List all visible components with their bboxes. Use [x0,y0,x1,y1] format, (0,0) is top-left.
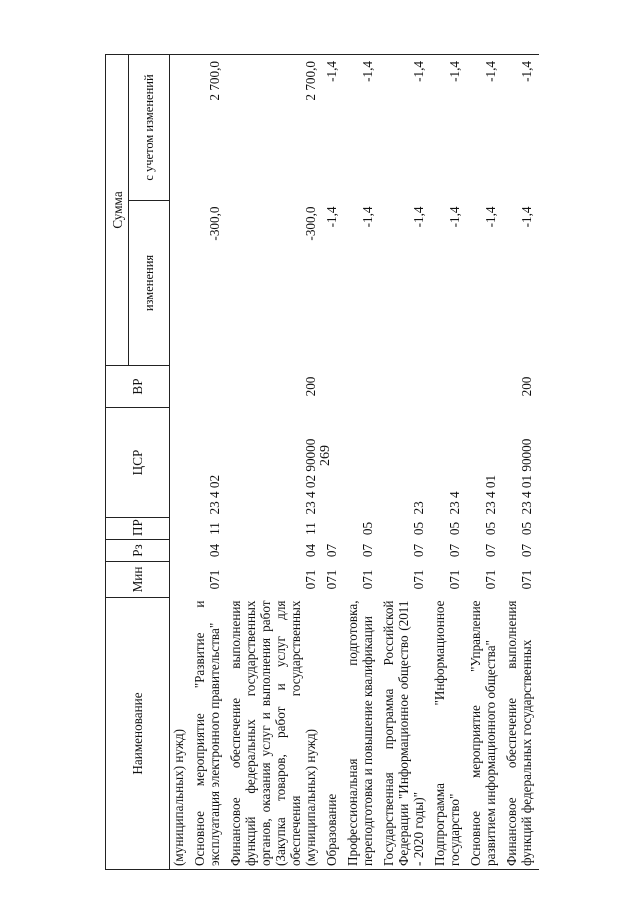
budget-table [105,54,539,870]
cell-vr: 200 [303,376,318,397]
cell-change: -1,4 [411,206,426,228]
cell-vr [467,366,503,408]
cell-rz: 04 [207,543,222,558]
cell-total [170,55,192,201]
table-row [503,55,539,870]
cell-csr: 23 [411,501,426,515]
table-row [191,55,227,870]
cell-change: -1,4 [447,206,462,228]
cell-vr [380,366,431,408]
cell-rz: 07 [411,543,426,558]
cell-min: 071 [207,569,222,590]
cell-min: 071 [324,569,339,590]
cell-vr [191,366,227,408]
table-row [380,55,431,870]
cell-min: 071 [360,569,375,590]
cell-csr: 23 4 02 90000 [303,438,318,515]
table-row [344,55,380,870]
cell-rz: 07 [360,543,375,558]
cell-csr: 23 4 01 90000 [519,438,534,515]
table-body [170,55,540,870]
cell-total: -1,4 [380,55,431,201]
cell-pr [323,518,344,540]
cell-change: -300,0 [303,206,318,241]
cell-min: 071 [483,569,498,590]
cell-total: 2 700,0 [191,55,227,201]
cell-vr [323,366,344,408]
cell-min: 071 [411,569,426,590]
header-vr: ВР [106,366,170,408]
header-change: изменения [129,201,170,366]
header-name: Наименование [106,598,170,870]
cell-min: 071 [519,569,534,590]
cell-pr: 05 [360,521,375,536]
table-row [467,55,503,870]
table-row [323,55,344,870]
cell-pr: 05 [483,521,498,536]
cell-csr [323,408,344,518]
header-min: Мин [106,562,170,598]
cell-min [170,562,192,598]
cell-rz: 07 [447,543,462,558]
cell-pr: 11 [207,522,222,535]
cell-csr: 23 4 02 [207,474,222,515]
cell-name: (муниципальных) нужд) [170,598,192,870]
cell-total: -1,4 [431,55,467,201]
cell-rz: 04 [303,543,318,558]
cell-vr [431,366,467,408]
header-with-change: с учетом изменений [129,55,170,201]
cell-change: -1,4 [483,206,498,228]
cell-name: Основное мероприятие "Развитие и эксплуатация электронного правительства" [191,598,227,870]
cell-total: 2 700,0 [227,55,323,201]
cell-total: -1,4 [503,55,539,201]
cell-name: Государственная программа Российской Федерации "Информационное общество (2011 - 2020 годы)" [380,598,431,870]
cell-csr [170,408,192,518]
cell-name: Профессиональная подготовка, переподготовка и повышение квалификации [344,598,380,870]
cell-rz: 07 [483,543,498,558]
cell-change: -1,4 [360,206,375,228]
table-row [170,55,192,870]
header-pr: ПР [106,518,170,540]
cell-change: -1,4 [324,206,339,228]
header-sum: Сумма [106,55,129,366]
cell-csr [344,408,380,518]
cell-pr [170,518,192,540]
budget-table-rotated [105,55,605,870]
cell-total: -1,4 [467,55,503,201]
cell-rz: 07 [324,543,339,558]
cell-change [170,201,192,366]
cell-pr: 11 [303,522,318,535]
cell-pr: 05 [411,521,426,536]
cell-name: Основное мероприятие "Управление развитием информационного общества" [467,598,503,870]
cell-vr: 200 [519,376,534,397]
cell-vr [170,366,192,408]
cell-min: 071 [447,569,462,590]
header-rz: Рз [106,540,170,562]
cell-csr: 23 4 [447,491,462,515]
table-row [227,55,323,870]
cell-min: 071 [303,569,318,590]
page-number: 269 [318,445,333,467]
cell-name: Образование [323,598,344,870]
cell-csr: 23 4 01 [483,474,498,515]
cell-name: Подпрограмма "Информационное государство" [431,598,467,870]
cell-pr: 05 [519,521,534,536]
cell-total: -1,4 [344,55,380,201]
cell-vr [344,366,380,408]
header-csr: ЦСР [106,408,170,518]
cell-change: -1,4 [519,206,534,228]
cell-pr: 05 [447,521,462,536]
cell-name: Финансовое обеспечение выполнения функций федеральных государственных органов, оказания услуг и выполнения работ (Закупка товаров, работ и услуг для обеспечения государственных (муниципальных) нужд) [227,598,323,870]
cell-change: -300,0 [207,206,222,241]
table-row [431,55,467,870]
cell-rz: 07 [519,543,534,558]
cell-total: -1,4 [323,55,344,201]
cell-name: Финансовое обеспечение выполнения функций федеральных государственных [503,598,539,870]
cell-rz [170,540,192,562]
